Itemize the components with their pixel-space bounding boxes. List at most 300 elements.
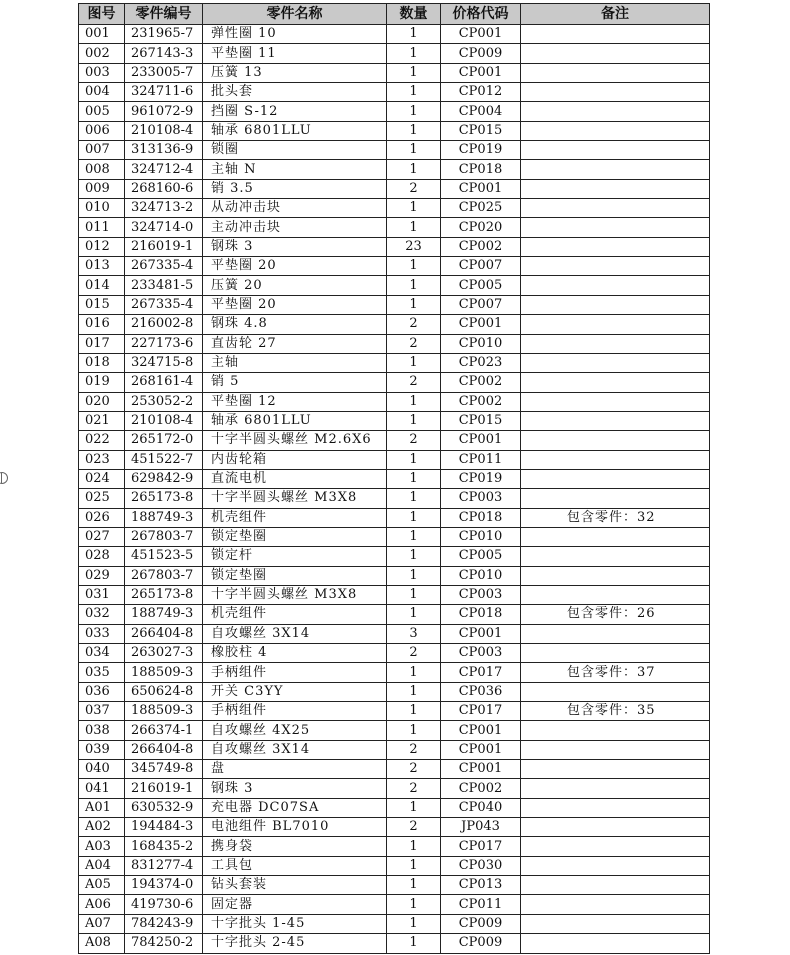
- cell-part-number: 345749-8: [125, 760, 203, 779]
- cell-fig-number: A05: [79, 876, 125, 895]
- cell-part-number: 188749-3: [125, 605, 203, 624]
- table-row: [79, 237, 710, 256]
- cell-fig-number: 018: [79, 353, 125, 372]
- table-row: [79, 605, 710, 624]
- table-row: [79, 682, 710, 701]
- cell-quantity: 2: [387, 779, 441, 798]
- cell-price-code: CP009: [441, 44, 521, 63]
- table-row: [79, 489, 710, 508]
- cell-remarks: 包含零件：37: [521, 663, 710, 682]
- cell-part-number: 630532-9: [125, 798, 203, 817]
- cell-part-name: 钢珠 3: [203, 779, 387, 798]
- cell-remarks: [521, 179, 710, 198]
- table-row: [79, 798, 710, 817]
- cell-part-number: 216019-1: [125, 779, 203, 798]
- cell-part-name: 橡胶柱 4: [203, 644, 387, 663]
- cell-price-code: CP001: [441, 431, 521, 450]
- cell-price-code: CP017: [441, 837, 521, 856]
- cell-fig-number: 028: [79, 547, 125, 566]
- cell-quantity: 2: [387, 373, 441, 392]
- cell-part-name: 直流电机: [203, 469, 387, 488]
- cell-remarks: [521, 63, 710, 82]
- cell-price-code: CP009: [441, 914, 521, 933]
- cell-quantity: 1: [387, 682, 441, 701]
- cell-remarks: [521, 566, 710, 585]
- table-row: [79, 295, 710, 314]
- cell-part-name: 锁定杆: [203, 547, 387, 566]
- table-row: [79, 740, 710, 759]
- cell-part-name: 钢珠 4.8: [203, 315, 387, 334]
- cell-fig-number: 009: [79, 179, 125, 198]
- cell-price-code: CP003: [441, 644, 521, 663]
- cell-quantity: 1: [387, 837, 441, 856]
- table-row: [79, 121, 710, 140]
- cell-quantity: 2: [387, 760, 441, 779]
- cell-fig-number: 036: [79, 682, 125, 701]
- cell-quantity: 1: [387, 876, 441, 895]
- cell-price-code: CP001: [441, 760, 521, 779]
- cell-quantity: 1: [387, 353, 441, 372]
- cell-part-name: 钻头套装: [203, 876, 387, 895]
- table-row: [79, 44, 710, 63]
- table-row: [79, 895, 710, 914]
- cell-part-number: 216019-1: [125, 237, 203, 256]
- cell-remarks: [521, 141, 710, 160]
- table-row: [79, 663, 710, 682]
- cell-fig-number: 013: [79, 257, 125, 276]
- cell-price-code: CP001: [441, 740, 521, 759]
- cell-part-name: 钢珠 3: [203, 237, 387, 256]
- cell-quantity: 2: [387, 179, 441, 198]
- cell-quantity: 1: [387, 566, 441, 585]
- cell-price-code: CP019: [441, 141, 521, 160]
- page-edge-marker: [0, 472, 8, 484]
- cell-part-number: 253052-2: [125, 392, 203, 411]
- table-row: [79, 702, 710, 721]
- cell-part-number: 263027-3: [125, 644, 203, 663]
- cell-price-code: CP005: [441, 547, 521, 566]
- cell-part-name: 压簧 13: [203, 63, 387, 82]
- cell-remarks: [521, 83, 710, 102]
- table-row: [79, 334, 710, 353]
- cell-part-name: 手柄组件: [203, 663, 387, 682]
- header-part-number: 零件编号: [125, 4, 203, 25]
- cell-quantity: 1: [387, 702, 441, 721]
- cell-part-number: 233005-7: [125, 63, 203, 82]
- cell-fig-number: 039: [79, 740, 125, 759]
- table-row: [79, 431, 710, 450]
- cell-quantity: 1: [387, 585, 441, 604]
- cell-quantity: 1: [387, 121, 441, 140]
- cell-quantity: 1: [387, 450, 441, 469]
- cell-remarks: [521, 431, 710, 450]
- cell-fig-number: 023: [79, 450, 125, 469]
- cell-remarks: [521, 276, 710, 295]
- table-row: [79, 876, 710, 895]
- cell-part-number: 961072-9: [125, 102, 203, 121]
- cell-price-code: CP002: [441, 237, 521, 256]
- cell-price-code: CP030: [441, 856, 521, 875]
- cell-quantity: 3: [387, 624, 441, 643]
- table-row: [79, 83, 710, 102]
- cell-price-code: CP017: [441, 663, 521, 682]
- cell-part-name: 十字半圆头螺丝 M3X8: [203, 585, 387, 604]
- cell-fig-number: 008: [79, 160, 125, 179]
- cell-remarks: [521, 295, 710, 314]
- cell-quantity: 1: [387, 914, 441, 933]
- cell-remarks: [521, 373, 710, 392]
- cell-price-code: CP002: [441, 779, 521, 798]
- cell-price-code: CP004: [441, 102, 521, 121]
- cell-part-name: 机壳组件: [203, 605, 387, 624]
- cell-price-code: CP001: [441, 624, 521, 643]
- cell-price-code: CP005: [441, 276, 521, 295]
- cell-fig-number: 027: [79, 527, 125, 546]
- cell-fig-number: 040: [79, 760, 125, 779]
- cell-price-code: CP001: [441, 25, 521, 44]
- cell-fig-number: 014: [79, 276, 125, 295]
- cell-price-code: JP043: [441, 818, 521, 837]
- cell-part-number: 266404-8: [125, 740, 203, 759]
- cell-part-number: 324713-2: [125, 199, 203, 218]
- cell-part-number: 231965-7: [125, 25, 203, 44]
- cell-part-number: 194484-3: [125, 818, 203, 837]
- table-row: [79, 102, 710, 121]
- cell-quantity: 2: [387, 431, 441, 450]
- cell-fig-number: 033: [79, 624, 125, 643]
- cell-part-number: 268160-6: [125, 179, 203, 198]
- cell-part-number: 266374-1: [125, 721, 203, 740]
- cell-part-number: 188749-3: [125, 508, 203, 527]
- cell-price-code: CP012: [441, 83, 521, 102]
- cell-quantity: 1: [387, 218, 441, 237]
- cell-remarks: [521, 160, 710, 179]
- cell-part-name: 锁定垫圈: [203, 527, 387, 546]
- cell-quantity: 2: [387, 740, 441, 759]
- cell-part-name: 锁定垫圈: [203, 566, 387, 585]
- cell-remarks: [521, 876, 710, 895]
- cell-fig-number: 035: [79, 663, 125, 682]
- cell-price-code: CP018: [441, 605, 521, 624]
- cell-part-number: 210108-4: [125, 411, 203, 430]
- cell-fig-number: A04: [79, 856, 125, 875]
- cell-price-code: CP011: [441, 450, 521, 469]
- cell-fig-number: 025: [79, 489, 125, 508]
- cell-fig-number: 032: [79, 605, 125, 624]
- cell-part-number: 216002-8: [125, 315, 203, 334]
- cell-remarks: [521, 856, 710, 875]
- cell-fig-number: A03: [79, 837, 125, 856]
- table-row: [79, 934, 710, 953]
- table-row: [79, 160, 710, 179]
- cell-price-code: CP001: [441, 315, 521, 334]
- cell-price-code: CP010: [441, 566, 521, 585]
- cell-fig-number: 006: [79, 121, 125, 140]
- table-row: [79, 644, 710, 663]
- table-row: [79, 257, 710, 276]
- cell-price-code: CP013: [441, 876, 521, 895]
- cell-remarks: [521, 25, 710, 44]
- cell-remarks: 包含零件：32: [521, 508, 710, 527]
- cell-quantity: 1: [387, 83, 441, 102]
- cell-part-name: 平垫圈 20: [203, 257, 387, 276]
- cell-fig-number: 003: [79, 63, 125, 82]
- table-row: [79, 585, 710, 604]
- cell-part-number: 168435-2: [125, 837, 203, 856]
- cell-part-number: 324711-6: [125, 83, 203, 102]
- cell-fig-number: 020: [79, 392, 125, 411]
- cell-part-number: 265173-8: [125, 489, 203, 508]
- table-row: [79, 411, 710, 430]
- cell-quantity: 1: [387, 527, 441, 546]
- cell-price-code: CP001: [441, 721, 521, 740]
- cell-part-name: 主轴 N: [203, 160, 387, 179]
- cell-remarks: [521, 547, 710, 566]
- cell-quantity: 1: [387, 547, 441, 566]
- cell-part-name: 自攻螺丝 3X14: [203, 740, 387, 759]
- cell-remarks: [521, 934, 710, 953]
- cell-part-name: 充电器 DC07SA: [203, 798, 387, 817]
- cell-part-number: 233481-5: [125, 276, 203, 295]
- cell-remarks: [521, 121, 710, 140]
- cell-remarks: [521, 237, 710, 256]
- cell-quantity: 1: [387, 856, 441, 875]
- cell-part-number: 451522-7: [125, 450, 203, 469]
- cell-part-name: 携身袋: [203, 837, 387, 856]
- cell-quantity: 1: [387, 102, 441, 121]
- cell-quantity: 1: [387, 199, 441, 218]
- cell-part-number: 267335-4: [125, 257, 203, 276]
- cell-fig-number: 012: [79, 237, 125, 256]
- cell-price-code: CP023: [441, 353, 521, 372]
- cell-remarks: [521, 489, 710, 508]
- cell-remarks: [521, 315, 710, 334]
- cell-remarks: 包含零件：26: [521, 605, 710, 624]
- cell-part-name: 自攻螺丝 4X25: [203, 721, 387, 740]
- cell-price-code: CP015: [441, 411, 521, 430]
- cell-part-number: 324712-4: [125, 160, 203, 179]
- table-row: [79, 25, 710, 44]
- cell-quantity: 1: [387, 605, 441, 624]
- cell-price-code: CP009: [441, 934, 521, 953]
- table-row: [79, 315, 710, 334]
- cell-price-code: CP040: [441, 798, 521, 817]
- cell-quantity: 2: [387, 315, 441, 334]
- cell-quantity: 1: [387, 257, 441, 276]
- cell-price-code: CP015: [441, 121, 521, 140]
- cell-fig-number: 038: [79, 721, 125, 740]
- cell-price-code: CP018: [441, 160, 521, 179]
- cell-quantity: 1: [387, 141, 441, 160]
- cell-remarks: [521, 585, 710, 604]
- cell-fig-number: A08: [79, 934, 125, 953]
- cell-quantity: 1: [387, 276, 441, 295]
- cell-part-name: 电池组件 BL7010: [203, 818, 387, 837]
- cell-remarks: [521, 469, 710, 488]
- cell-quantity: 1: [387, 798, 441, 817]
- cell-quantity: 1: [387, 392, 441, 411]
- cell-remarks: [521, 334, 710, 353]
- cell-price-code: CP010: [441, 527, 521, 546]
- cell-price-code: CP011: [441, 895, 521, 914]
- cell-quantity: 1: [387, 934, 441, 953]
- cell-fig-number: 005: [79, 102, 125, 121]
- cell-remarks: [521, 392, 710, 411]
- cell-part-number: 188509-3: [125, 702, 203, 721]
- cell-part-name: 销 5: [203, 373, 387, 392]
- cell-fig-number: 024: [79, 469, 125, 488]
- cell-price-code: CP017: [441, 702, 521, 721]
- cell-part-name: 主动冲击块: [203, 218, 387, 237]
- cell-quantity: 2: [387, 644, 441, 663]
- cell-part-number: 784250-2: [125, 934, 203, 953]
- cell-part-number: 188509-3: [125, 663, 203, 682]
- cell-part-number: 831277-4: [125, 856, 203, 875]
- cell-price-code: CP036: [441, 682, 521, 701]
- cell-remarks: [521, 257, 710, 276]
- header-fig-number: 图号: [79, 4, 125, 25]
- cell-fig-number: 019: [79, 373, 125, 392]
- table-row: [79, 721, 710, 740]
- cell-part-name: 自攻螺丝 3X14: [203, 624, 387, 643]
- cell-part-name: 压簧 20: [203, 276, 387, 295]
- cell-part-number: 194374-0: [125, 876, 203, 895]
- cell-fig-number: 034: [79, 644, 125, 663]
- table-row: [79, 837, 710, 856]
- cell-fig-number: 004: [79, 83, 125, 102]
- header-price-code: 价格代码: [441, 4, 521, 25]
- header-row: [79, 4, 710, 25]
- cell-part-name: 挡圈 S-12: [203, 102, 387, 121]
- cell-price-code: CP025: [441, 199, 521, 218]
- cell-part-number: 419730-6: [125, 895, 203, 914]
- cell-remarks: [521, 644, 710, 663]
- table-row: [79, 856, 710, 875]
- cell-quantity: 1: [387, 489, 441, 508]
- cell-quantity: 1: [387, 44, 441, 63]
- cell-remarks: [521, 624, 710, 643]
- cell-remarks: [521, 682, 710, 701]
- cell-part-name: 固定器: [203, 895, 387, 914]
- cell-part-number: 267803-7: [125, 566, 203, 585]
- table-row: [79, 199, 710, 218]
- cell-fig-number: A01: [79, 798, 125, 817]
- cell-fig-number: 015: [79, 295, 125, 314]
- cell-part-number: 784243-9: [125, 914, 203, 933]
- cell-part-name: 十字批头 2-45: [203, 934, 387, 953]
- table-row: [79, 276, 710, 295]
- cell-fig-number: A06: [79, 895, 125, 914]
- table-row: [79, 508, 710, 527]
- table-row: [79, 450, 710, 469]
- cell-quantity: 2: [387, 818, 441, 837]
- cell-part-name: 从动冲击块: [203, 199, 387, 218]
- cell-part-name: 轴承 6801LLU: [203, 411, 387, 430]
- cell-quantity: 1: [387, 508, 441, 527]
- cell-remarks: [521, 353, 710, 372]
- cell-fig-number: 041: [79, 779, 125, 798]
- cell-part-number: 313136-9: [125, 141, 203, 160]
- cell-price-code: CP003: [441, 489, 521, 508]
- cell-part-number: 227173-6: [125, 334, 203, 353]
- cell-quantity: 1: [387, 469, 441, 488]
- table-row: [79, 547, 710, 566]
- cell-part-name: 十字半圆头螺丝 M2.6X6: [203, 431, 387, 450]
- cell-quantity: 1: [387, 411, 441, 430]
- cell-fig-number: 011: [79, 218, 125, 237]
- cell-part-name: 盘: [203, 760, 387, 779]
- cell-quantity: 1: [387, 160, 441, 179]
- cell-remarks: [521, 818, 710, 837]
- cell-price-code: CP003: [441, 585, 521, 604]
- table-row: [79, 469, 710, 488]
- table-row: [79, 63, 710, 82]
- cell-fig-number: 029: [79, 566, 125, 585]
- table-body: [79, 25, 710, 954]
- cell-price-code: CP007: [441, 295, 521, 314]
- cell-fig-number: 026: [79, 508, 125, 527]
- cell-remarks: 包含零件：35: [521, 702, 710, 721]
- cell-fig-number: 031: [79, 585, 125, 604]
- header-part-name: 零件名称: [203, 4, 387, 25]
- cell-part-name: 十字批头 1-45: [203, 914, 387, 933]
- table-row: [79, 141, 710, 160]
- cell-remarks: [521, 798, 710, 817]
- cell-price-code: CP020: [441, 218, 521, 237]
- cell-part-name: 锁圈: [203, 141, 387, 160]
- table-row: [79, 353, 710, 372]
- cell-part-name: 销 3.5: [203, 179, 387, 198]
- cell-remarks: [521, 527, 710, 546]
- cell-part-number: 265172-0: [125, 431, 203, 450]
- cell-fig-number: 021: [79, 411, 125, 430]
- cell-fig-number: 016: [79, 315, 125, 334]
- cell-part-name: 十字半圆头螺丝 M3X8: [203, 489, 387, 508]
- parts-table: [78, 3, 710, 954]
- cell-remarks: [521, 914, 710, 933]
- table-row: [79, 218, 710, 237]
- cell-part-name: 平垫圈 20: [203, 295, 387, 314]
- cell-part-number: 265173-8: [125, 585, 203, 604]
- cell-part-name: 机壳组件: [203, 508, 387, 527]
- cell-part-number: 210108-4: [125, 121, 203, 140]
- table-row: [79, 373, 710, 392]
- cell-part-name: 轴承 6801LLU: [203, 121, 387, 140]
- cell-remarks: [521, 450, 710, 469]
- table-row: [79, 914, 710, 933]
- cell-fig-number: 037: [79, 702, 125, 721]
- cell-remarks: [521, 779, 710, 798]
- cell-price-code: CP019: [441, 469, 521, 488]
- cell-part-name: 平垫圈 11: [203, 44, 387, 63]
- cell-fig-number: 001: [79, 25, 125, 44]
- cell-quantity: 1: [387, 895, 441, 914]
- cell-part-number: 267803-7: [125, 527, 203, 546]
- cell-remarks: [521, 721, 710, 740]
- cell-remarks: [521, 44, 710, 63]
- cell-quantity: 1: [387, 295, 441, 314]
- cell-quantity: 1: [387, 25, 441, 44]
- parts-list-sheet: [78, 3, 709, 954]
- table-row: [79, 566, 710, 585]
- cell-remarks: [521, 102, 710, 121]
- cell-remarks: [521, 895, 710, 914]
- cell-part-name: 批头套: [203, 83, 387, 102]
- cell-price-code: CP001: [441, 63, 521, 82]
- cell-fig-number: 022: [79, 431, 125, 450]
- cell-part-number: 268161-4: [125, 373, 203, 392]
- cell-price-code: CP001: [441, 179, 521, 198]
